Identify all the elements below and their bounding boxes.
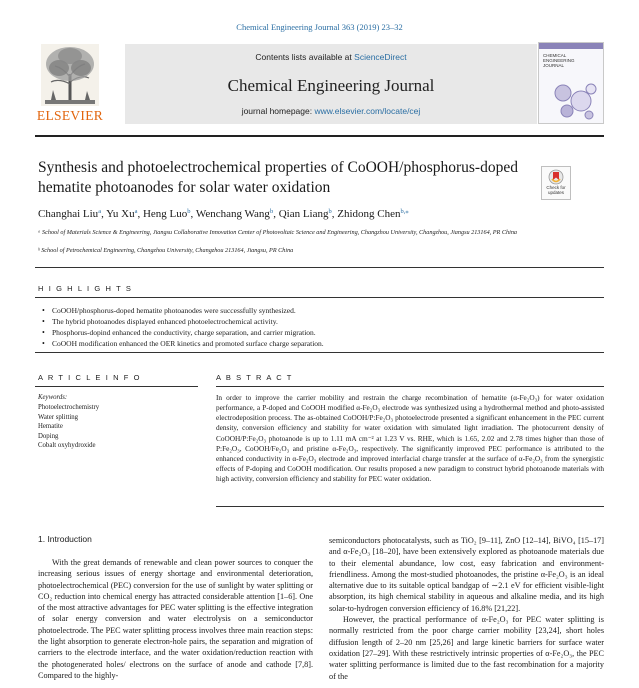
- tree-logo-icon: [41, 44, 99, 106]
- highlight-item: • CoOOH modification enhanced the OER kinetics and promoted surface charge separation.: [42, 338, 602, 349]
- highlights-list: [42, 305, 602, 349]
- crossmark-badge[interactable]: [541, 166, 571, 200]
- intro-left-column: With the great demands of renewable and clean power sources to conquer the increasing serious issues of energy shortage and environmental deterioration, photoelectrochemical (PEC) conversion for the use of sunlight by water splitting or CO₂ reduction into chemical energy has attracted considerable attention [1–6]. One of the most attractive advantages for PEC water splitting is the effective integration of solar energy conversion and water electrolysis on a semiconductor photoelectrode. The PEC water splitting process involves three main reaction steps: the light absorption to generate electron-hole pairs, the separation and migration of carriers to the electrode interface, and the water oxidation/reduction reaction with the photogenerated holes/ electrons on the surface of anode and cathode [7,8]. Compared to the highly-: [38, 558, 313, 680]
- affiliation-a: ᵃ School of Materials Science & Engineering, Jiangsu Collaborative Innovation Center of Photovoltaic Science and Engineering, Changzhou University, Changzhou, Jiangsu 213164, PR China: [38, 229, 518, 236]
- intro-paragraph: However, the practical performance of α-Fe₂O₃ for PEC water splitting is normally restricted from the poor charge carrier mobility [23,24], short holes diffusion length of 2–20 nm [25,26] and large kinetic barriers for surface water oxidation [27–29]. With these restrictively intrinsic properties of α-Fe₂O₃, the PEC water splitting performance is limited due to the fast recombination for a majority of the: [329, 615, 604, 681]
- cover-art-icon: [549, 79, 599, 121]
- keyword: Hematite: [38, 423, 63, 430]
- contents-line: [125, 52, 537, 62]
- highlights-top-rule: [35, 297, 604, 298]
- article-info-heading: A R T I C L E I N F O: [38, 373, 142, 382]
- author-affiliation-mark[interactable]: a: [98, 208, 102, 215]
- introduction-heading: 1. Introduction: [38, 534, 92, 544]
- article-info-rule: [35, 386, 198, 387]
- elsevier-logo[interactable]: [35, 42, 105, 124]
- highlights-bottom-rule: [35, 352, 604, 353]
- keyword: Doping: [38, 432, 59, 440]
- author-name[interactable]: Heng Luo: [142, 208, 188, 220]
- highlight-item: • Phosphorus-dopind enhanced the conductivity, charge separation, and carrier migration.: [42, 327, 602, 338]
- abstract-heading: A B S T R A C T: [216, 373, 293, 382]
- homepage-link[interactable]: www.elsevier.com/locate/cej: [314, 106, 421, 116]
- affiliation-b: ᵇ School of Petrochemical Engineering, Changzhou University, Changzhou 213164, Jiangsu, PR China: [38, 247, 294, 254]
- intro-paragraph: semiconductors photocatalysts, such as TiO₂ [9–11], ZnO [12–14], BiVO₄ [15–17] and α-Fe₂O₃ [18–20], have been extensively explored as photoanode materials due to their elemental abundance, low cost, easy fabrication and environment-friendliness. Among the most-studied photoanodes, the pristine α-Fe₂O₃ is an ideal alternative due to its suitable optical bandgap of ∼2.1 eV for efficient visible-light absorption, its high chemical stability in aqueous and alkaline media, and its high solar-to-hydrogen conversion efficiency of 16.8% [21,22].: [329, 536, 604, 613]
- homepage-line: [125, 106, 537, 116]
- cover-title: CHEMICAL ENGINEERING JOURNAL: [543, 53, 575, 69]
- keyword: Water splitting: [38, 413, 79, 421]
- keyword: Cobalt oxyhydroxide: [38, 442, 96, 449]
- cover-top-band: [539, 43, 603, 49]
- journal-masthead: [35, 42, 604, 128]
- affiliations-rule: [35, 267, 604, 268]
- highlights-heading: H I G H L I G H T S: [38, 284, 133, 293]
- abstract-bottom-rule: [216, 506, 604, 507]
- crossmark-label: Check for updates: [546, 185, 566, 195]
- author-name[interactable]: Yu Xu: [106, 208, 135, 220]
- abstract-rule: [216, 386, 604, 387]
- journal-citation[interactable]: Chemical Engineering Journal 363 (2019) 23–32: [236, 22, 403, 32]
- author-affiliation-mark[interactable]: b: [187, 208, 191, 215]
- author-name[interactable]: Zhidong Chen: [337, 208, 401, 220]
- author-name[interactable]: Wenchang Wang: [195, 208, 270, 220]
- author-affiliation-mark[interactable]: b,⁎: [400, 208, 409, 215]
- sciencedirect-link[interactable]: ScienceDirect: [354, 52, 407, 62]
- elsevier-wordmark: ELSEVIER: [36, 108, 104, 123]
- homepage-prefix: journal homepage:: [241, 106, 313, 116]
- journal-cover[interactable]: [538, 42, 604, 124]
- journal-banner: [125, 44, 537, 124]
- journal-name: Chemical Engineering Journal: [227, 76, 435, 95]
- keywords-list: [38, 403, 99, 451]
- contents-prefix: Contents lists available at: [255, 52, 352, 62]
- crossmark-icon: [542, 168, 570, 186]
- author-affiliation-mark[interactable]: b: [269, 208, 274, 215]
- abstract-text: In order to improve the carrier mobility and restrain the charge recombination of hematite (α-Fe₂O₃) for water oxidation performance, a P-doped and CoOOH modified α-Fe₂O₃ electrode was synthesized using a hydrothermal method and photo-assisted electrodeposition process. The as-obtained CoOOH/P:Fe₂O₃ photoelectrode presented a significant enhancement in the PEC current density, conversion efficiency and stability for water oxidation with simulated light irradiation. The photocurrent density of CoOOH/P:Fe₂O₃ photoanode is up to 1.11 mA cm⁻² at 1.23 V vs. RHE, which is 1.65, 2.02 and 2.78 times higher than those of P:Fe₂O₃, CoOOH/Fe₂O₃ and pristine α-Fe₂O₃, respectively. The significantly improved PEC performance is attributed to the enhanced conductivity in α-Fe₂O₃ electrode and improved interfacial charge transfer at the surface of α-Fe₂O₃ from the synergistic effects of P-doping and CoOOH modification. Our results proposed a new paradigm to construct hybrid photoanode materials with high activity, conversion efficiency and stability for PEC water oxidation.: [216, 393, 604, 484]
- masthead-rule: [35, 135, 604, 137]
- intro-right-column: [329, 535, 604, 688]
- paper-title: Synthesis and photoelectrochemical properties of CoOOH/phosphorus-doped hematite photoanodes for solar water oxidation: [38, 159, 518, 196]
- author-name[interactable]: Qian Liang: [278, 208, 329, 220]
- author-affiliation-mark[interactable]: b: [328, 208, 332, 215]
- keyword: Photoelectrochemistry: [38, 404, 100, 411]
- keywords-label: Keywords:: [38, 394, 68, 401]
- author-list: Changhai Liu$^a$, Yu Xu$^a$, Heng Luo$^b$, Wenchang Wang$^b$, Qian Liang$^b$, Zhidong Chen$^{b,⁎}$: [38, 208, 409, 220]
- author-affiliation-mark[interactable]: a: [134, 208, 138, 215]
- highlight-item: • The hybrid photoanodes displayed enhanced photoelectrochemical activity.: [42, 316, 602, 327]
- highlight-item: • CoOOH/phosphorus-doped hematite photoanodes were successfully synthesized.: [42, 305, 602, 316]
- author-name[interactable]: Changhai Liu: [38, 208, 99, 220]
